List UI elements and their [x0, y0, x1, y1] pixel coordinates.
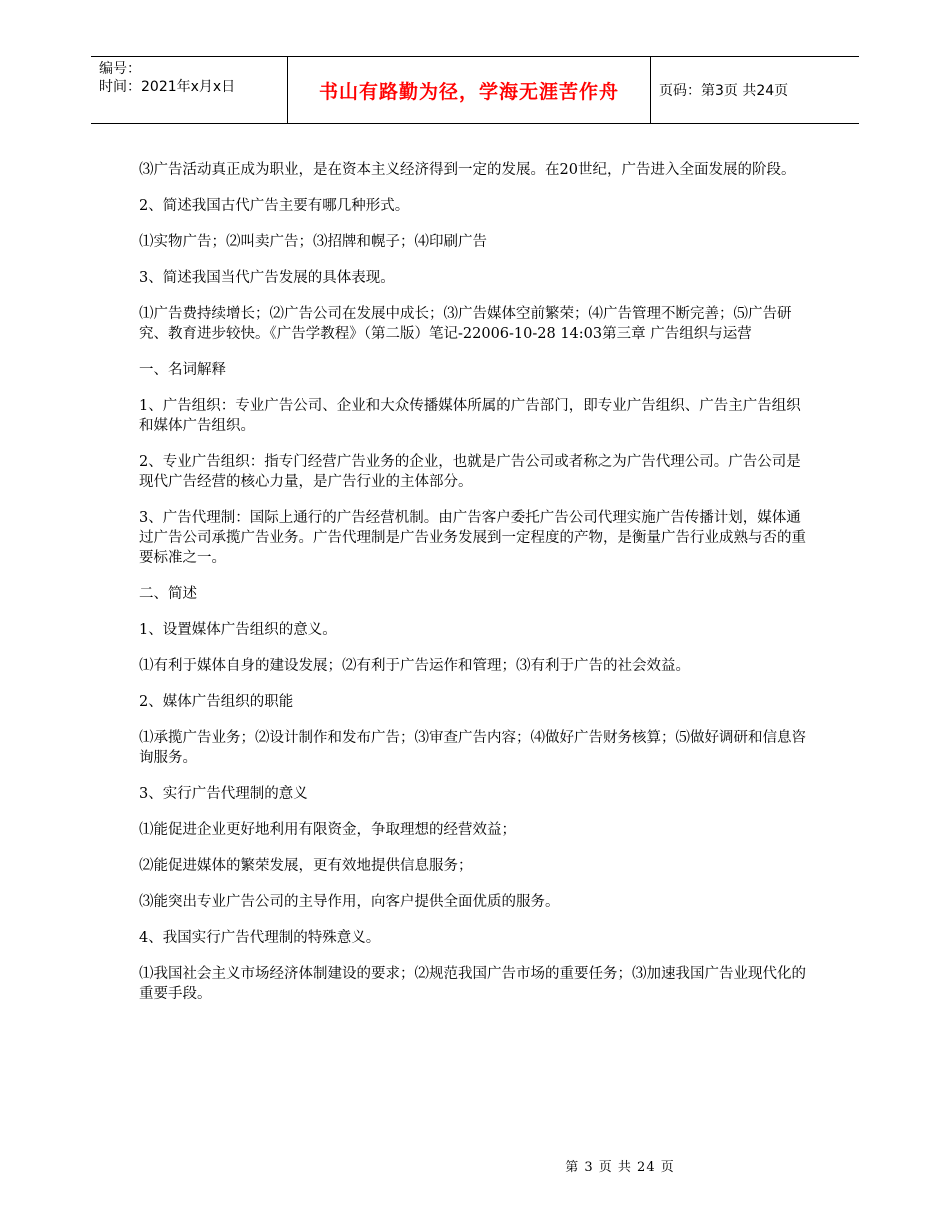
paragraph: ⑵能促进媒体的繁荣发展，更有效地提供信息服务；	[139, 858, 473, 874]
time-label: 时间：2021年x月x日	[99, 79, 236, 95]
question-heading: 4、我国实行广告代理制的特殊意义。	[139, 930, 381, 946]
question-heading: 3、简述我国当代广告发展的具体表现。	[139, 270, 395, 286]
header-motto: 书山有路勤为径，学海无涯苦作舟	[287, 57, 651, 123]
section-heading: 二、简述	[139, 586, 197, 602]
document-body	[139, 160, 807, 1020]
paragraph: ⑴我国社会主义市场经济体制建设的要求；⑵规范我国广告市场的重要任务；⑶加速我国广告业现代化的重要手段。	[139, 966, 806, 1002]
paragraph: 3、广告代理制：国际上通行的广告经营机制。由广告客户委托广告公司代理实施广告传播计划，媒体通过广告公司承揽广告业务。广告代理制是广告业务发展到一定程度的产物，是衡量广告行业成熟与否的重要标准之一。	[139, 510, 806, 566]
paragraph: ⑴能促进企业更好地利用有限资金，争取理想的经营效益；	[139, 822, 516, 838]
paragraph: ⑴承揽广告业务；⑵设计制作和发布广告；⑶审查广告内容；⑷做好广告财务核算；⑸做好调研和信息咨询服务。	[139, 730, 806, 766]
paragraph: 2、专业广告组织：指专门经营广告业务的企业，也就是广告公司或者称之为广告代理公司。广告公司是现代广告经营的核心力量，是广告行业的主体部分。	[139, 454, 801, 490]
paragraph: ⑴广告费持续增长；⑵广告公司在发展中成长；⑶广告媒体空前繁荣；⑷广告管理不断完善；⑸广告研究、教育进步较快。《广告学教程》（第二版）笔记-22006-10-28 14:03第三章 广告组织与运营	[139, 306, 792, 342]
paragraph: ⑴实物广告；⑵叫卖广告；⑶招牌和幌子；⑷印刷广告	[139, 234, 487, 250]
question-heading: 2、媒体广告组织的职能	[139, 694, 294, 710]
header-page-label: 页码：第3页 共24页	[659, 83, 789, 99]
paragraph: ⑴有利于媒体自身的建设发展；⑵有利于广告运作和管理；⑶有利于广告的社会效益。	[139, 658, 690, 674]
question-heading: 2、简述我国古代广告主要有哪几种形式。	[139, 198, 410, 214]
question-heading: 1、设置媒体广告组织的意义。	[139, 622, 337, 638]
section-heading: 一、名词解释	[139, 362, 226, 378]
paragraph: ⑶广告活动真正成为职业，是在资本主义经济得到一定的发展。在20世纪，广告进入全面发展的阶段。	[139, 162, 796, 178]
header-meta	[99, 60, 289, 96]
page-header	[91, 56, 859, 124]
paragraph: 1、广告组织：专业广告公司、企业和大众传播媒体所属的广告部门，即专业广告组织、广告主广告组织和媒体广告组织。	[139, 398, 801, 434]
question-heading: 3、实行广告代理制的意义	[139, 786, 308, 802]
serial-label: 编号：	[99, 61, 141, 77]
page-footer: 第 3 页 共 24 页	[565, 1160, 675, 1175]
paragraph: ⑶能突出专业广告公司的主导作用，向客户提供全面优质的服务。	[139, 894, 560, 910]
